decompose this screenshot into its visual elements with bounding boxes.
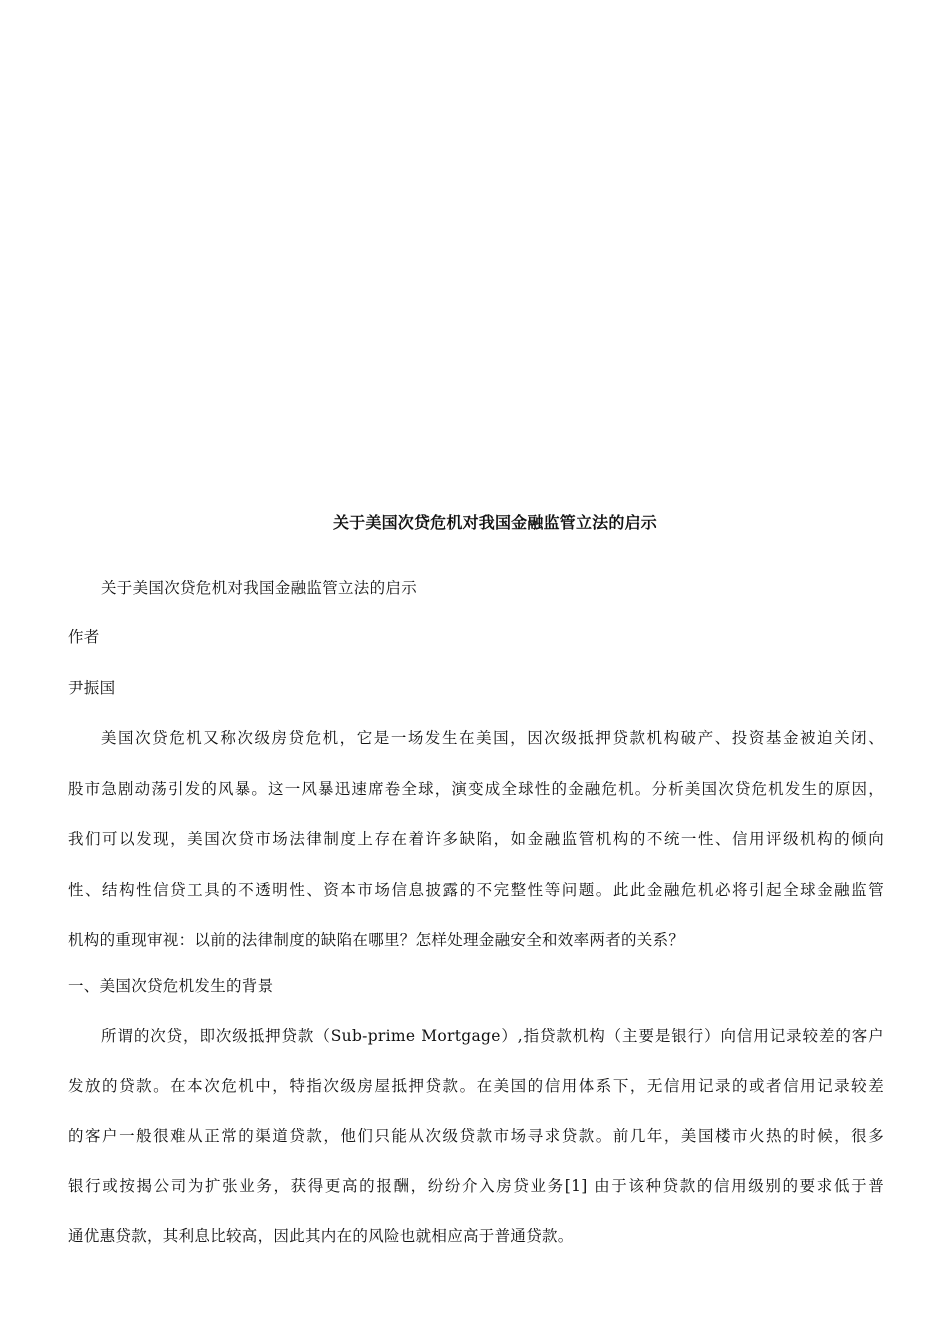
author-label: 作者 (68, 628, 100, 646)
author-name: 尹振国 (68, 679, 116, 697)
paragraph-line: 我们可以发现，美国次贷市场法律制度上存在着许多缺陷，如金融监管机构的不统一性、信用评级机构的倾向 (68, 830, 884, 848)
paragraph-line: 发放的贷款。在本次危机中，特指次级房屋抵押贷款。在美国的信用体系下，无信用记录的或者信用记录较差 (68, 1077, 884, 1095)
paragraph-line: 性、结构性信贷工具的不透明性、资本市场信息披露的不完整性等问题。此此金融危机必将引起全球金融监管 (68, 881, 884, 899)
paragraph-line: 机构的重现审视：以前的法律制度的缺陷在哪里？怎样处理金融安全和效率两者的关系？ (68, 931, 685, 949)
paragraph-line: 所谓的次贷，即次级抵押贷款（Sub-prime Mortgage）,指贷款机构（主要是银行）向信用记录较差的客户 (101, 1027, 884, 1045)
paragraph-line: 股市急剧动荡引发的风暴。这一风暴迅速席卷全球，演变成全球性的金融危机。分析美国次贷危机发生的原因， (68, 780, 884, 798)
document-subtitle: 关于美国次贷危机对我国金融监管立法的启示 (101, 579, 418, 597)
paragraph-line: 的客户一般很难从正常的渠道贷款，他们只能从次级贷款市场寻求贷款。前几年，美国楼市火热的时候，很多 (68, 1127, 884, 1145)
paragraph-line: 通优惠贷款，其利息比较高，因此其内在的风险也就相应高于普通贷款。 (68, 1227, 574, 1245)
paragraph-line: 美国次贷危机又称次级房贷危机，它是一场发生在美国，因次级抵押贷款机构破产、投资基金被迫关闭、 (101, 729, 884, 747)
section-heading: 一、美国次贷危机发生的背景 (68, 977, 274, 995)
paragraph-line: 银行或按揭公司为扩张业务，获得更高的报酬，纷纷介入房贷业务[1] 由于该种贷款的信用级别的要求低于普 (68, 1177, 884, 1195)
document-title: 关于美国次贷危机对我国金融监管立法的启示 (332, 513, 657, 532)
